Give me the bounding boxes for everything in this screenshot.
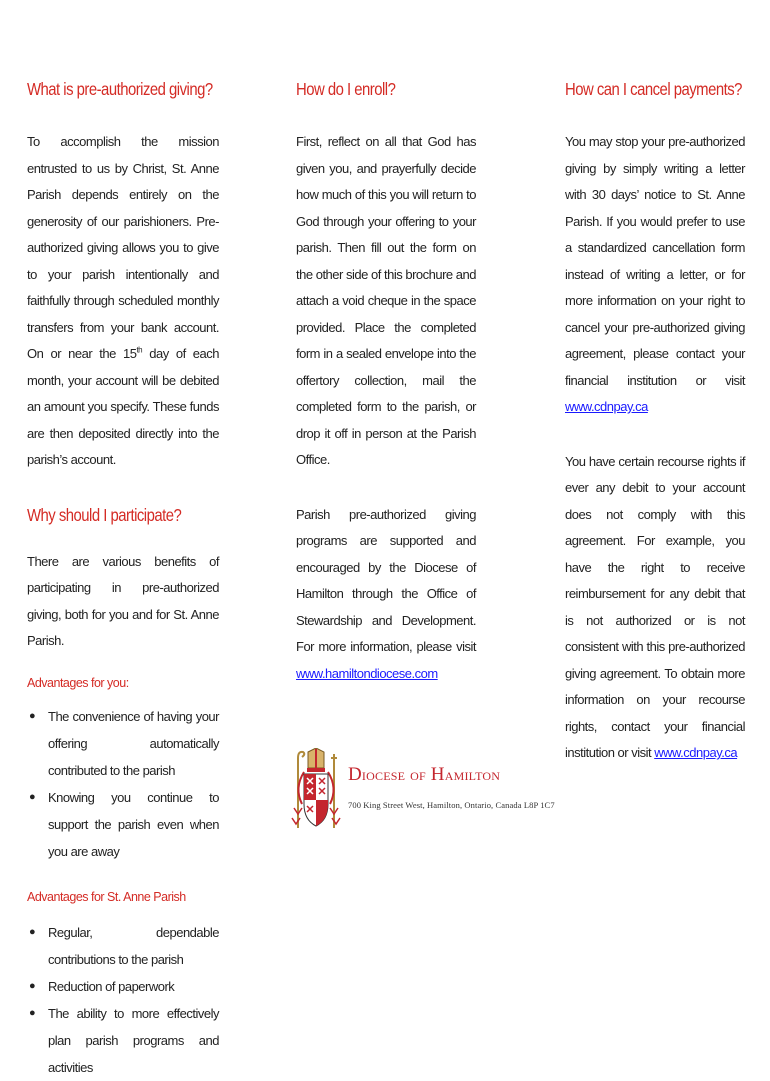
list-item-text: The ability to more effectively plan parish programs and activities [48, 1005, 219, 1075]
advantages-parish-list [27, 919, 219, 1081]
column-enroll [296, 75, 476, 687]
cdnpay-link-2[interactable]: www.cdnpay.ca [654, 745, 738, 760]
list-item [27, 784, 219, 865]
paragraph-why-participate: There are various benefits of participating in pre-authorized giving, both for you and for St. Anne Parish. [27, 553, 219, 648]
paragraph-recourse [565, 449, 745, 767]
paragraph-text: You may stop your pre-authorized giving by simply writing a letter with 30 days’ notice to St. Anne Parish. If you would prefer to use a standardized cancellation form instead of writing a letter, or for more information on your right to cancel your pre-authorized giving agreement, please contact your financial institution or visit [565, 134, 745, 388]
logo-text: H [430, 764, 445, 785]
list-item-text: Regular, dependable contributions to the parish [48, 924, 219, 967]
logo-text: AMILTON [444, 769, 501, 783]
paragraph-diocese-support [296, 502, 476, 688]
superscript: th [136, 345, 143, 355]
paragraph-text: You have certain recourse rights if ever any debit to your account does not comply with this agreement. For example, you have the right to receive reimbursement for any debit that is not authorized or is not consistent with this pre-authorized giving agreement. To obtain more information on your recourse rights, contact your financial institution or visit [565, 453, 745, 760]
paragraph-cancel [565, 129, 745, 421]
advantages-parish-label: Advantages for St. Anne Parish [27, 889, 186, 904]
list-item [27, 973, 219, 1000]
diocese-crest-icon [290, 748, 342, 840]
paragraph-text: day of each month, your account will be debited an amount you specify. These funds are then deposited directly into the parish’s account. [27, 346, 219, 467]
diocese-logo [290, 748, 555, 840]
heading-enroll: How do I enroll? [296, 79, 396, 99]
paragraph-text: Parish pre-authorized giving programs are supported and encouraged by the Diocese of Hamilton through the Office of Stewardship and Development. For more information, please visit [296, 506, 476, 654]
logo-text: D [348, 764, 362, 785]
list-item-text: The convenience of having your offering automatically contributed to the parish [48, 708, 219, 778]
column-what-is [27, 75, 219, 1081]
bullet-icon: ● [29, 979, 36, 992]
bullet-icon: ● [29, 790, 36, 803]
logo-text: IOCESE [361, 769, 406, 783]
bullet-icon: ● [29, 709, 36, 722]
logo-text: OF [410, 769, 426, 783]
heading-why-participate: Why should I participate? [27, 504, 182, 525]
column-cancel [565, 75, 745, 767]
bullet-icon: ● [29, 1006, 36, 1019]
heading-what-is: What is pre-authorized giving? [27, 79, 213, 99]
heading-cancel: How can I cancel payments? [565, 79, 742, 99]
diocese-address: 700 King Street West, Hamilton, Ontario, Canada L8P 1C7 [348, 800, 555, 810]
paragraph-text: To accomplish the mission entrusted to us by Christ, St. Anne Parish depends entirely on the generosity of our parishioners. Pre-authorized giving allows you to give to your parish intentionally and faithfully through scheduled monthly transfers from your bank account. On or near the 15 [27, 134, 219, 361]
list-item [27, 919, 219, 973]
hamilton-diocese-link[interactable]: www.hamiltondiocese.com [296, 665, 438, 681]
list-item [27, 1000, 219, 1081]
bullet-icon: ● [29, 925, 36, 938]
list-item-text: Knowing you continue to support the parish even when you are away [48, 789, 219, 859]
list-item [27, 703, 219, 784]
paragraph-what-is [27, 129, 219, 474]
advantages-you-label: Advantages for you: [27, 675, 129, 690]
cdnpay-link[interactable]: www.cdnpay.ca [565, 399, 648, 414]
list-item-text: Reduction of paperwork [48, 978, 175, 994]
advantages-you-list [27, 703, 219, 865]
paragraph-enroll: First, reflect on all that God has given you, and prayerfully decide how much of this you will return to God through your offering to your parish. Then fill out the form on the other side of this brochure and attach a void cheque in the space provided. Place the completed form in a sealed envelope into the offertory collection, mail the completed form to the parish, or drop it off in person at the Parish Office. [296, 134, 476, 467]
diocese-logo-title [348, 764, 500, 786]
